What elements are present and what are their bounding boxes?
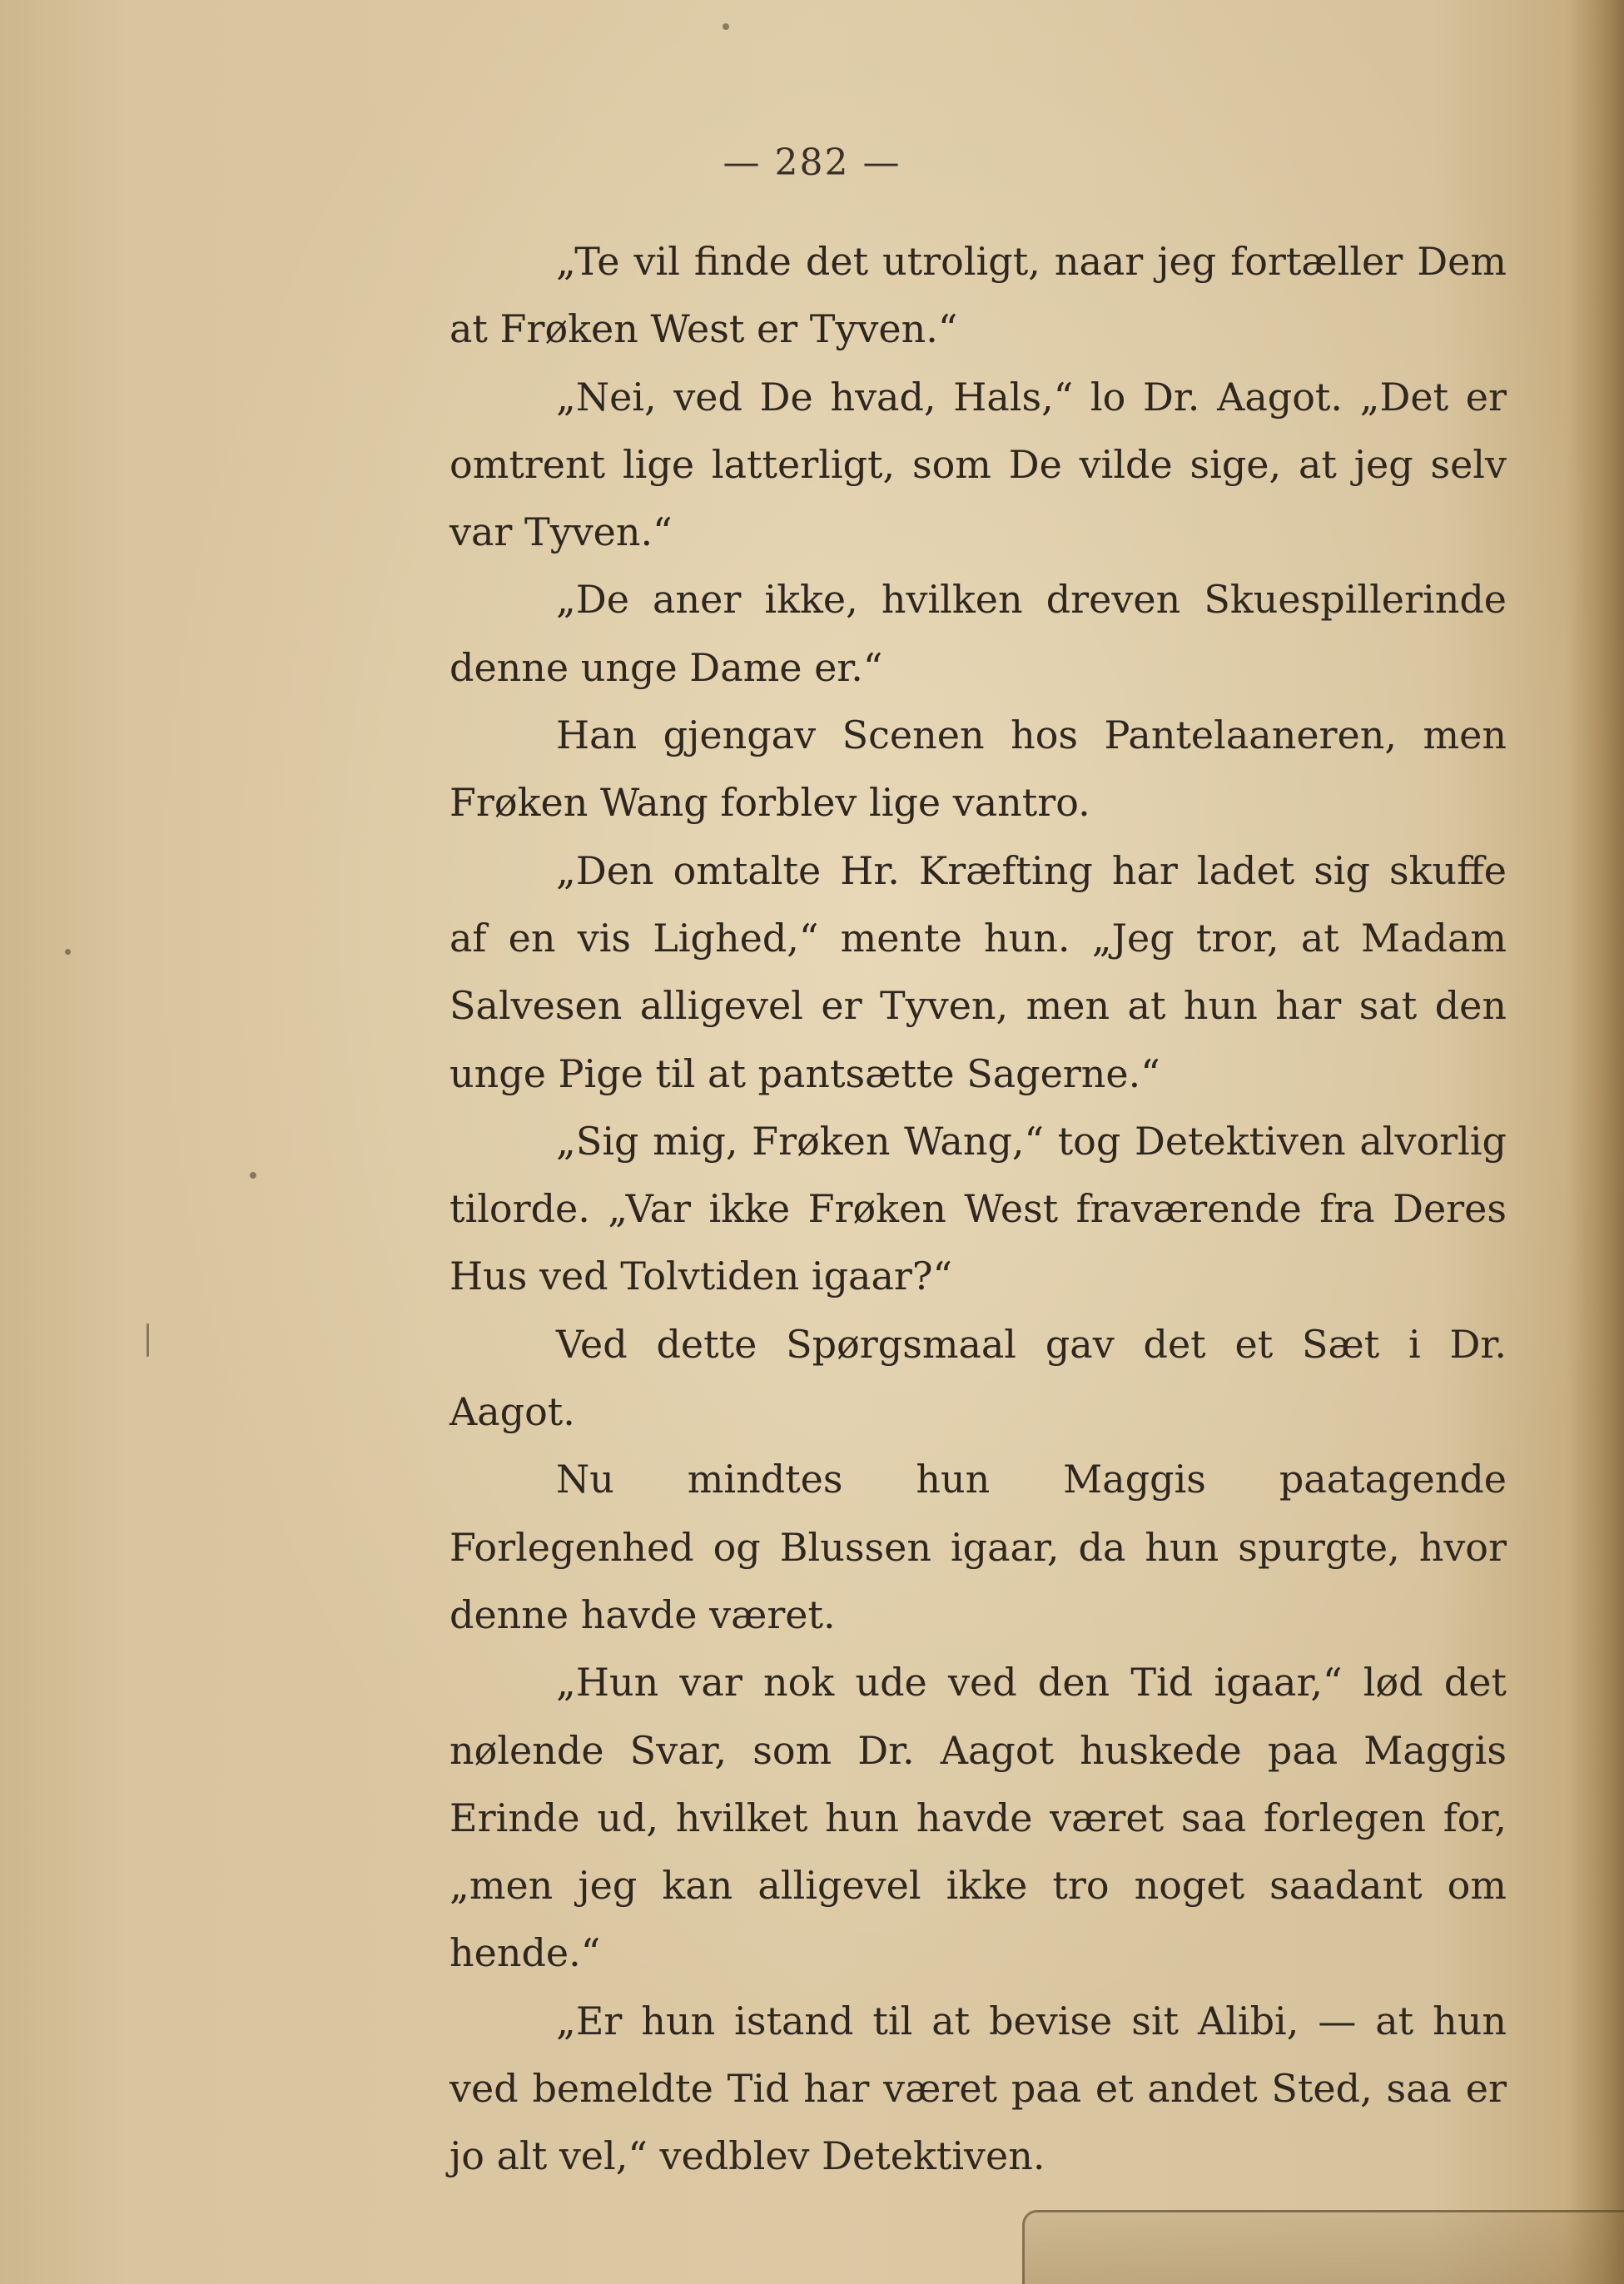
page-number: — 282 — — [723, 142, 901, 184]
paragraph: Han gjengav Scenen hos Pantelaaneren, men Frøken Wang forblev lige vantro. — [449, 713, 1507, 826]
paper-speck — [147, 1323, 149, 1357]
paragraph: „Nei, ved De hvad, Hals,“ lo Dr. Aagot. „Det er omtrent lige latterligt, som De vilde sige, at jeg selv var Tyven.“ — [449, 374, 1507, 555]
paragraph: „Te vil finde det utroligt, naar jeg fortæller Dem at Frøken West er Tyven.“ — [449, 239, 1507, 352]
paper-speck — [65, 949, 71, 955]
paragraph: „Den omtalte Hr. Kræfting har ladet sig skuffe af en vis Lighed,“ mente hun. „Jeg tror, at Madam Salvesen alligevel er Tyven, men at hun har sat den unge Pige til at pantsætte Sagerne.“ — [449, 847, 1507, 1096]
paragraph: Ved dette Spørgsmaal gav det et Sæt i Dr. Aagot. — [449, 1321, 1507, 1435]
paper-speck — [250, 1172, 256, 1179]
body-text — [449, 228, 1507, 2191]
page-corner-fold — [1022, 2210, 1624, 2284]
paragraph: „De aner ikke, hvilken dreven Skuespillerinde denne unge Dame er.“ — [449, 577, 1507, 690]
page-edge-shadow — [1566, 0, 1624, 2284]
paragraph: „Er hun istand til at bevise sit Alibi, — at hun ved bemeldte Tid har været paa et andet Sted, saa er jo alt vel,“ vedblev Detektiven. — [449, 1998, 1507, 2179]
paper-speck — [723, 23, 729, 30]
paragraph: Nu mindtes hun Maggis paatagende Forlegenhed og Blussen igaar, da hun spurgte, hvor denne havde været. — [449, 1457, 1507, 1637]
paragraph: „Hun var nok ude ved den Tid igaar,“ lød det nølende Svar, som Dr. Aagot huskede paa Maggis Erinde ud, hvilket hun havde været saa forlegen for, „men jeg kan alligevel ikke tro noget saadant om hende.“ — [449, 1660, 1507, 1976]
paragraph: „Sig mig, Frøken Wang,“ tog Detektiven alvorlig tilorde. „Var ikke Frøken West fraværende fra Deres Hus ved Tolvtiden igaar?“ — [449, 1118, 1507, 1299]
